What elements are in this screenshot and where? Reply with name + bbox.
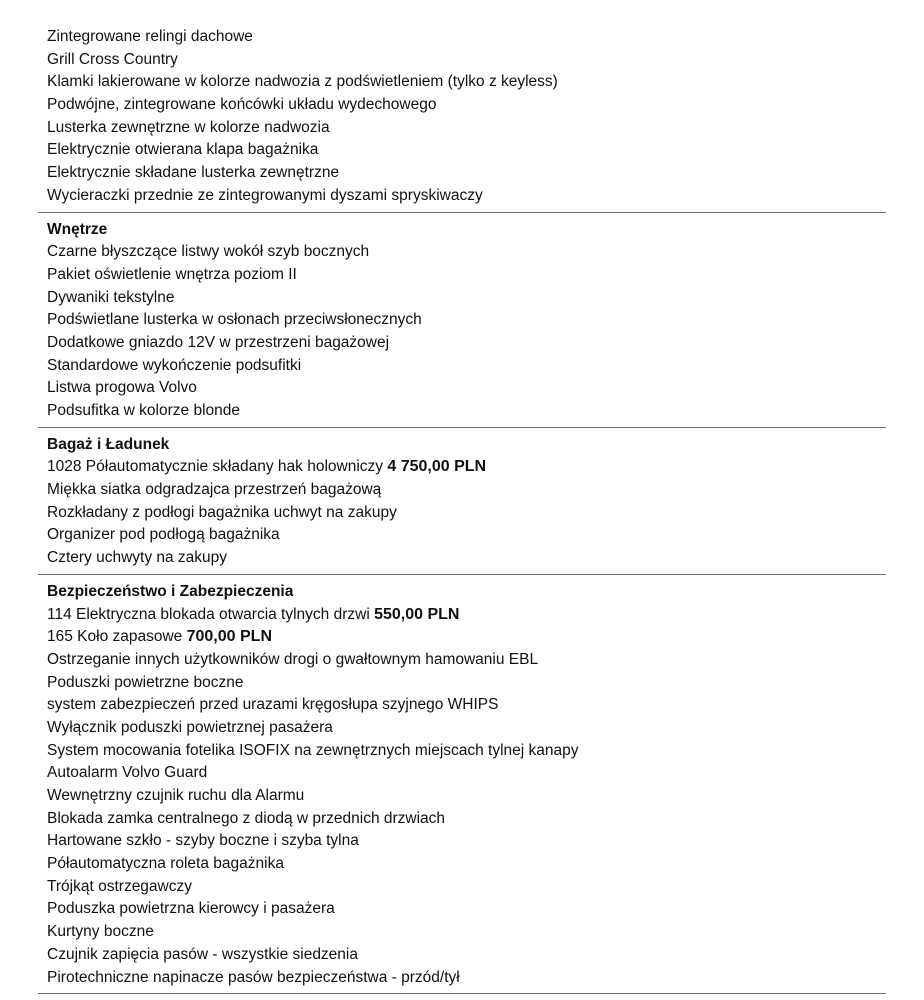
item-label: Pirotechniczne napinacze pasów bezpieczeństwa - przód/tył (47, 968, 460, 986)
item-label: Półautomatyczna roleta bagażnika (47, 855, 284, 873)
equipment-list (0, 26, 924, 994)
item-label: Wycieraczki przednie ze zintegrowanymi dyszami spryskiwaczy (47, 186, 483, 204)
list-item (38, 785, 886, 808)
list-item (38, 264, 886, 287)
item-label: 165 Koło zapasowe (47, 628, 187, 646)
list-item (38, 944, 886, 967)
list-item (38, 649, 886, 672)
item-label: Miękka siatka odgradzajca przestrzeń bagażową (47, 481, 382, 499)
section-spacer (38, 989, 886, 993)
item-label: Trójkąt ostrzegawczy (47, 877, 192, 895)
list-item (38, 626, 886, 649)
list-item (38, 717, 886, 740)
item-label: Hartowane szkło - szyby boczne i szyba tylna (47, 832, 359, 850)
list-item (38, 898, 886, 921)
list-item (38, 139, 886, 162)
section-spacer (38, 423, 886, 427)
item-label: Elektrycznie otwierana klapa bagażnika (47, 141, 319, 159)
list-item (38, 185, 886, 208)
list-item (38, 287, 886, 310)
item-label: Pakiet oświetlenie wnętrza poziom II (47, 265, 297, 283)
safety-section (38, 575, 886, 994)
item-label: Rozkładany z podłogi bagażnika uchwyt na zakupy (47, 503, 397, 521)
list-item (38, 456, 886, 479)
list-item (38, 502, 886, 525)
item-label: Ostrzeganie innych użytkowników drogi o gwałtownym hamowaniu EBL (47, 650, 539, 668)
item-label: Kurtyny boczne (47, 923, 154, 941)
item-label: Wewnętrzny czujnik ruchu dla Alarmu (47, 787, 305, 804)
list-item (38, 117, 886, 140)
list-item (38, 830, 886, 853)
list-item (38, 94, 886, 117)
section-spacer (38, 208, 886, 212)
list-item (38, 377, 886, 400)
list-item (38, 241, 886, 264)
item-label: Cztery uchwyty na zakupy (47, 549, 228, 567)
list-item (38, 400, 886, 423)
section-title: Bagaż i Ładunek (47, 435, 170, 453)
list-item (38, 694, 886, 717)
list-item (38, 162, 886, 185)
list-item (38, 604, 886, 627)
item-label: Zintegrowane relingi dachowe (47, 28, 253, 45)
item-label: system zabezpieczeń przed urazami kręgosłupa szyjnego WHIPS (47, 696, 499, 714)
item-label: 114 Elektryczna blokada otwarcia tylnych drzwi (47, 605, 375, 623)
item-label: System mocowania fotelika ISOFIX na zewnętrznych miejscach tylnej kanapy (47, 741, 579, 759)
list-item (38, 921, 886, 944)
item-label: Standardowe wykończenie podsufitki (47, 356, 302, 374)
exterior-section (38, 26, 886, 213)
item-label: Elektrycznie składane lusterka zewnętrzne (47, 164, 340, 182)
item-label: Podwójne, zintegrowane końcówki układu wydechowego (47, 96, 437, 114)
item-label: Wyłącznik poduszki powietrznej pasażera (47, 718, 333, 736)
item-price: 550,00 PLN (374, 605, 460, 623)
list-item (38, 672, 886, 695)
item-label: Listwa progowa Volvo (47, 379, 197, 397)
item-label: Podświetlane lusterka w osłonach przeciwsłonecznych (47, 311, 422, 329)
item-label: Dodatkowe gniazdo 12V w przestrzeni bagażowej (47, 333, 390, 351)
item-label: Organizer pod podłogą bagażnika (47, 526, 280, 544)
item-label: Blokada zamka centralnego z diodą w przednich drzwiach (47, 809, 446, 827)
item-label: Poduszki powietrzne boczne (47, 673, 244, 691)
interior-section (38, 213, 886, 428)
item-label: Grill Cross Country (47, 50, 178, 68)
section-title: Bezpieczeństwo i Zabezpieczenia (47, 582, 294, 600)
list-item (38, 355, 886, 378)
list-item (38, 740, 886, 763)
list-item (38, 332, 886, 355)
item-label: Podsufitka w kolorze blonde (47, 402, 241, 419)
list-item (38, 26, 886, 49)
item-label: Poduszka powietrzna kierowcy i pasażera (47, 900, 335, 918)
list-item (38, 853, 886, 876)
item-label: Autoalarm Volvo Guard (47, 764, 208, 782)
luggage-section (38, 428, 886, 575)
section-title: Wnętrze (47, 220, 108, 238)
item-price: 700,00 PLN (186, 628, 272, 646)
item-label: Klamki lakierowane w kolorze nadwozia z podświetleniem (tylko z keyless) (47, 73, 558, 91)
list-item (38, 524, 886, 547)
list-item (38, 309, 886, 332)
list-item (38, 547, 886, 570)
list-item (38, 967, 886, 990)
list-item (38, 71, 886, 94)
item-price: 4 750,00 PLN (387, 458, 487, 476)
item-label: Czujnik zapięcia pasów - wszystkie siedzenia (47, 945, 358, 963)
item-label: 1028 Półautomatycznie składany hak holowniczy (47, 458, 388, 476)
list-item (38, 762, 886, 785)
list-item (38, 49, 886, 72)
item-label: Lusterka zewnętrzne w kolorze nadwozia (47, 118, 330, 136)
list-item (38, 876, 886, 899)
item-label: Dywaniki tekstylne (47, 288, 175, 306)
section-spacer (38, 570, 886, 574)
list-item (38, 808, 886, 831)
item-label: Czarne błyszczące listwy wokół szyb bocznych (47, 243, 370, 261)
list-item (38, 479, 886, 502)
